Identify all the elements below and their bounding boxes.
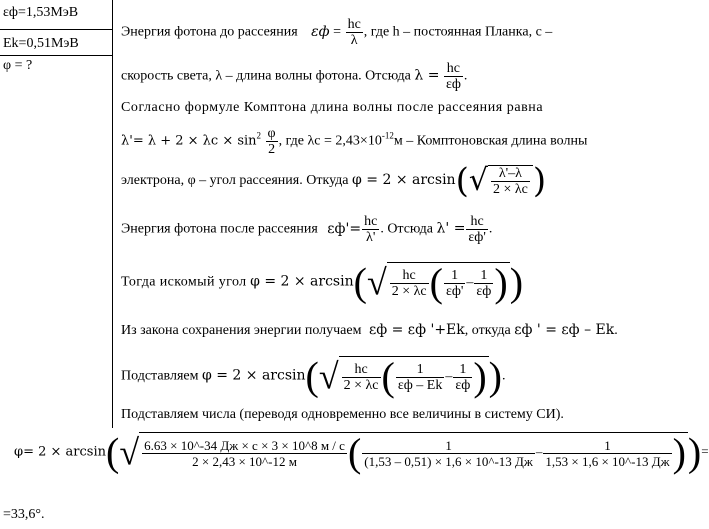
numerator: 1	[543, 438, 671, 454]
fraction	[390, 268, 429, 299]
numerator: φ	[267, 126, 276, 141]
fraction	[342, 362, 381, 393]
radical: $\frac{hc}{2 \times \lambda c}$ ( $\frac{1}{\varepsilon ф - Ek}$ – $\frac{1}{\varepsilon ф}$ )	[339, 356, 489, 397]
arcsin-expr: φ= 2 × arcsin	[14, 444, 107, 460]
result: =33,6°.	[3, 507, 45, 522]
energy-conservation-eq: εф = εф '+Ek	[368, 322, 465, 338]
denominator: 1,53 × 1,6 × 10^-13 Дж	[545, 453, 670, 469]
line-4	[121, 126, 587, 157]
fraction	[444, 268, 465, 299]
line-9: Подставляем φ = 2 × arcsin(√ $\frac{hc}{2 \times \lambda c}$ ( $\frac{1}{\varepsilon ф - Ek}$ – $\frac{1}{\varepsilon ф}$ )).	[121, 353, 506, 399]
text: . Отсюда	[380, 221, 434, 237]
fraction	[346, 17, 363, 48]
final-formula: φ= 2 × arcsin(√ $\frac{6.63 \times 10\^{}-34 Дж \times с \times 3 \times 10\^{}8 м / с}{2 \times 2,43 \times 10\^{}-12 м}$ ( $\frac{1}{(1,53 - 0,51) \times 1,6 \times 10\^{}-13 Дж}$ – $\frac{1}{1,53 \times 1,6 \times 10\^{}-13 Дж}$ ))=	[14, 429, 709, 475]
text: Энергия фотона после рассеяния	[121, 221, 318, 237]
fraction	[453, 362, 472, 393]
epsilon-symbol: εф	[311, 23, 330, 40]
radical	[488, 165, 533, 197]
denominator: 2 × λc	[343, 377, 379, 393]
numerator: 1	[444, 268, 465, 284]
denominator: (1,53 – 0,51) × 1,6 × 10^-13 Дж	[364, 453, 533, 469]
vertical-divider	[112, 0, 113, 428]
divider-line	[0, 55, 112, 56]
denominator: 2 × λc	[492, 182, 528, 197]
line-7: Тогда искомый угол φ = 2 × arcsin(√ $\frac{hc}{2 \times \lambda c}$ ( $\frac{1}{\varepsilon ф'}$ – $\frac{1}{\varepsilon ф}$ ))	[121, 259, 524, 305]
denominator: εф'	[445, 283, 464, 299]
radical: $\frac{6.63 \times 10\^{}-34 Дж \times с \times 3 \times 10\^{}8 м / с}{2 \times 2,43 \times 10\^{}-12 м}$ ( $\frac{1}{(1,53 - 0,51) \times 1,6 \times 10\^{}-13 Дж}$ – $\frac{1}{1,53 \times 1,6 \times 10\^{}-13 Дж}$ )	[139, 432, 688, 473]
text: электрона, φ – угол рассеяния. Откуда	[121, 173, 349, 189]
text: скорость света, λ – длина волны фотона. Отсюда	[121, 68, 411, 84]
fraction	[142, 438, 347, 469]
denominator: εф	[476, 283, 492, 299]
divider-line	[0, 29, 112, 30]
numerator: hc	[390, 268, 429, 284]
denominator: εф – Ek	[397, 377, 443, 393]
numerator: hc	[342, 362, 381, 378]
text: Тогда искомый угол	[121, 274, 247, 290]
exponent: -12	[381, 130, 394, 141]
denominator: εф	[455, 377, 471, 393]
numerator: hc	[444, 61, 463, 77]
arcsin-expr: φ = 2 × arcsin	[352, 172, 456, 189]
line-5: электрона, φ – угол рассеяния. Откуда φ = 2 × arcsin(√ $\frac{\lambda'-\lambda}{2 \times \lambda c}$ )	[121, 161, 547, 201]
text: Согласно формуле Комптона длина волны после рассеяния равна	[121, 100, 544, 115]
given-energy-electron: Ek=0,51МэВ	[3, 36, 79, 51]
numerator: λ'–λ	[491, 166, 530, 182]
numerator: hc	[364, 214, 378, 229]
epsilon-prime-eq: εф'=	[327, 220, 362, 237]
text: , где h – постоянная Планка, с –	[363, 24, 553, 40]
fraction	[362, 214, 379, 245]
fraction	[266, 126, 278, 157]
line-8: Из закона сохранения энергии получаем εф = εф '+Ek, откуда εф ' = εф – Ek.	[121, 322, 618, 338]
text: Подставляем	[121, 368, 199, 384]
arcsin-expr: φ = 2 × arcsin	[250, 273, 354, 290]
line-2: скорость света, λ – длина волны фотона. Отсюда λ = $\frac{hc}{\varepsilon ф}$ .	[121, 61, 468, 92]
numerator: 1	[453, 362, 472, 378]
unknown-angle: φ = ?	[3, 58, 33, 73]
fraction	[543, 438, 671, 469]
text: , где λc = 2,43×10	[278, 133, 382, 149]
radical: $\frac{hc}{2 \times \lambda c}$ ( $\frac{1}{\varepsilon ф'}$ – $\frac{1}{\varepsilon ф}$ )	[387, 262, 510, 303]
denominator: εф'	[468, 230, 486, 245]
text: Энергия фотона до рассеяния	[121, 24, 298, 40]
denominator: 2	[268, 142, 276, 157]
arcsin-expr: φ = 2 × arcsin	[201, 367, 306, 384]
fraction	[444, 61, 463, 92]
text: Из закона сохранения энергии получаем	[121, 323, 362, 338]
line-1: Энергия фотона до рассеяния εф = $\frac{hc}{\lambda}$ , где h – постоянная Планка, с –	[121, 17, 553, 48]
compton-formula: λ'= λ + 2 × λc × sin	[121, 133, 257, 149]
text: м – Комптоновская длина волны	[393, 133, 588, 149]
text: , откуда	[464, 323, 511, 338]
line-3	[121, 100, 543, 116]
line-6: Энергия фотона после рассеяния εф'= $\frac{hc}{\lambda'}$ . Отсюда λ' = $\frac{hc}{\varepsilon ф'}$ .	[121, 214, 493, 245]
denominator: εф	[445, 77, 461, 92]
exponent: 2	[256, 130, 262, 141]
line-10	[121, 407, 564, 423]
denominator: 2 × 2,43 × 10^-12 м	[192, 453, 297, 469]
lambda-prime-eq: λ' =	[436, 220, 466, 237]
numerator: 1	[474, 268, 493, 284]
fraction	[396, 362, 445, 393]
denominator: λ'	[366, 230, 376, 245]
fraction	[491, 166, 530, 197]
fraction	[362, 438, 535, 469]
lambda-eq: λ =	[414, 67, 440, 84]
numerator: hc	[347, 17, 361, 32]
numerator: hc	[466, 214, 487, 230]
fraction	[466, 214, 487, 245]
epsilon-prime-expr: εф ' = εф – Ek	[514, 322, 615, 338]
numerator: 1	[362, 438, 535, 454]
numerator: 6.63 × 10^-34 Дж × с × 3 × 10^8 м / с	[144, 437, 345, 453]
equals-sign: =	[701, 443, 709, 459]
text: Подставляем числа (переводя одновременно все величины в систему СИ).	[121, 407, 564, 422]
numerator: 1	[396, 362, 445, 378]
denominator: λ	[350, 33, 358, 48]
denominator: 2 × λc	[391, 283, 427, 299]
given-energy-photon: εф=1,53МэВ	[3, 5, 79, 20]
fraction	[474, 268, 493, 299]
